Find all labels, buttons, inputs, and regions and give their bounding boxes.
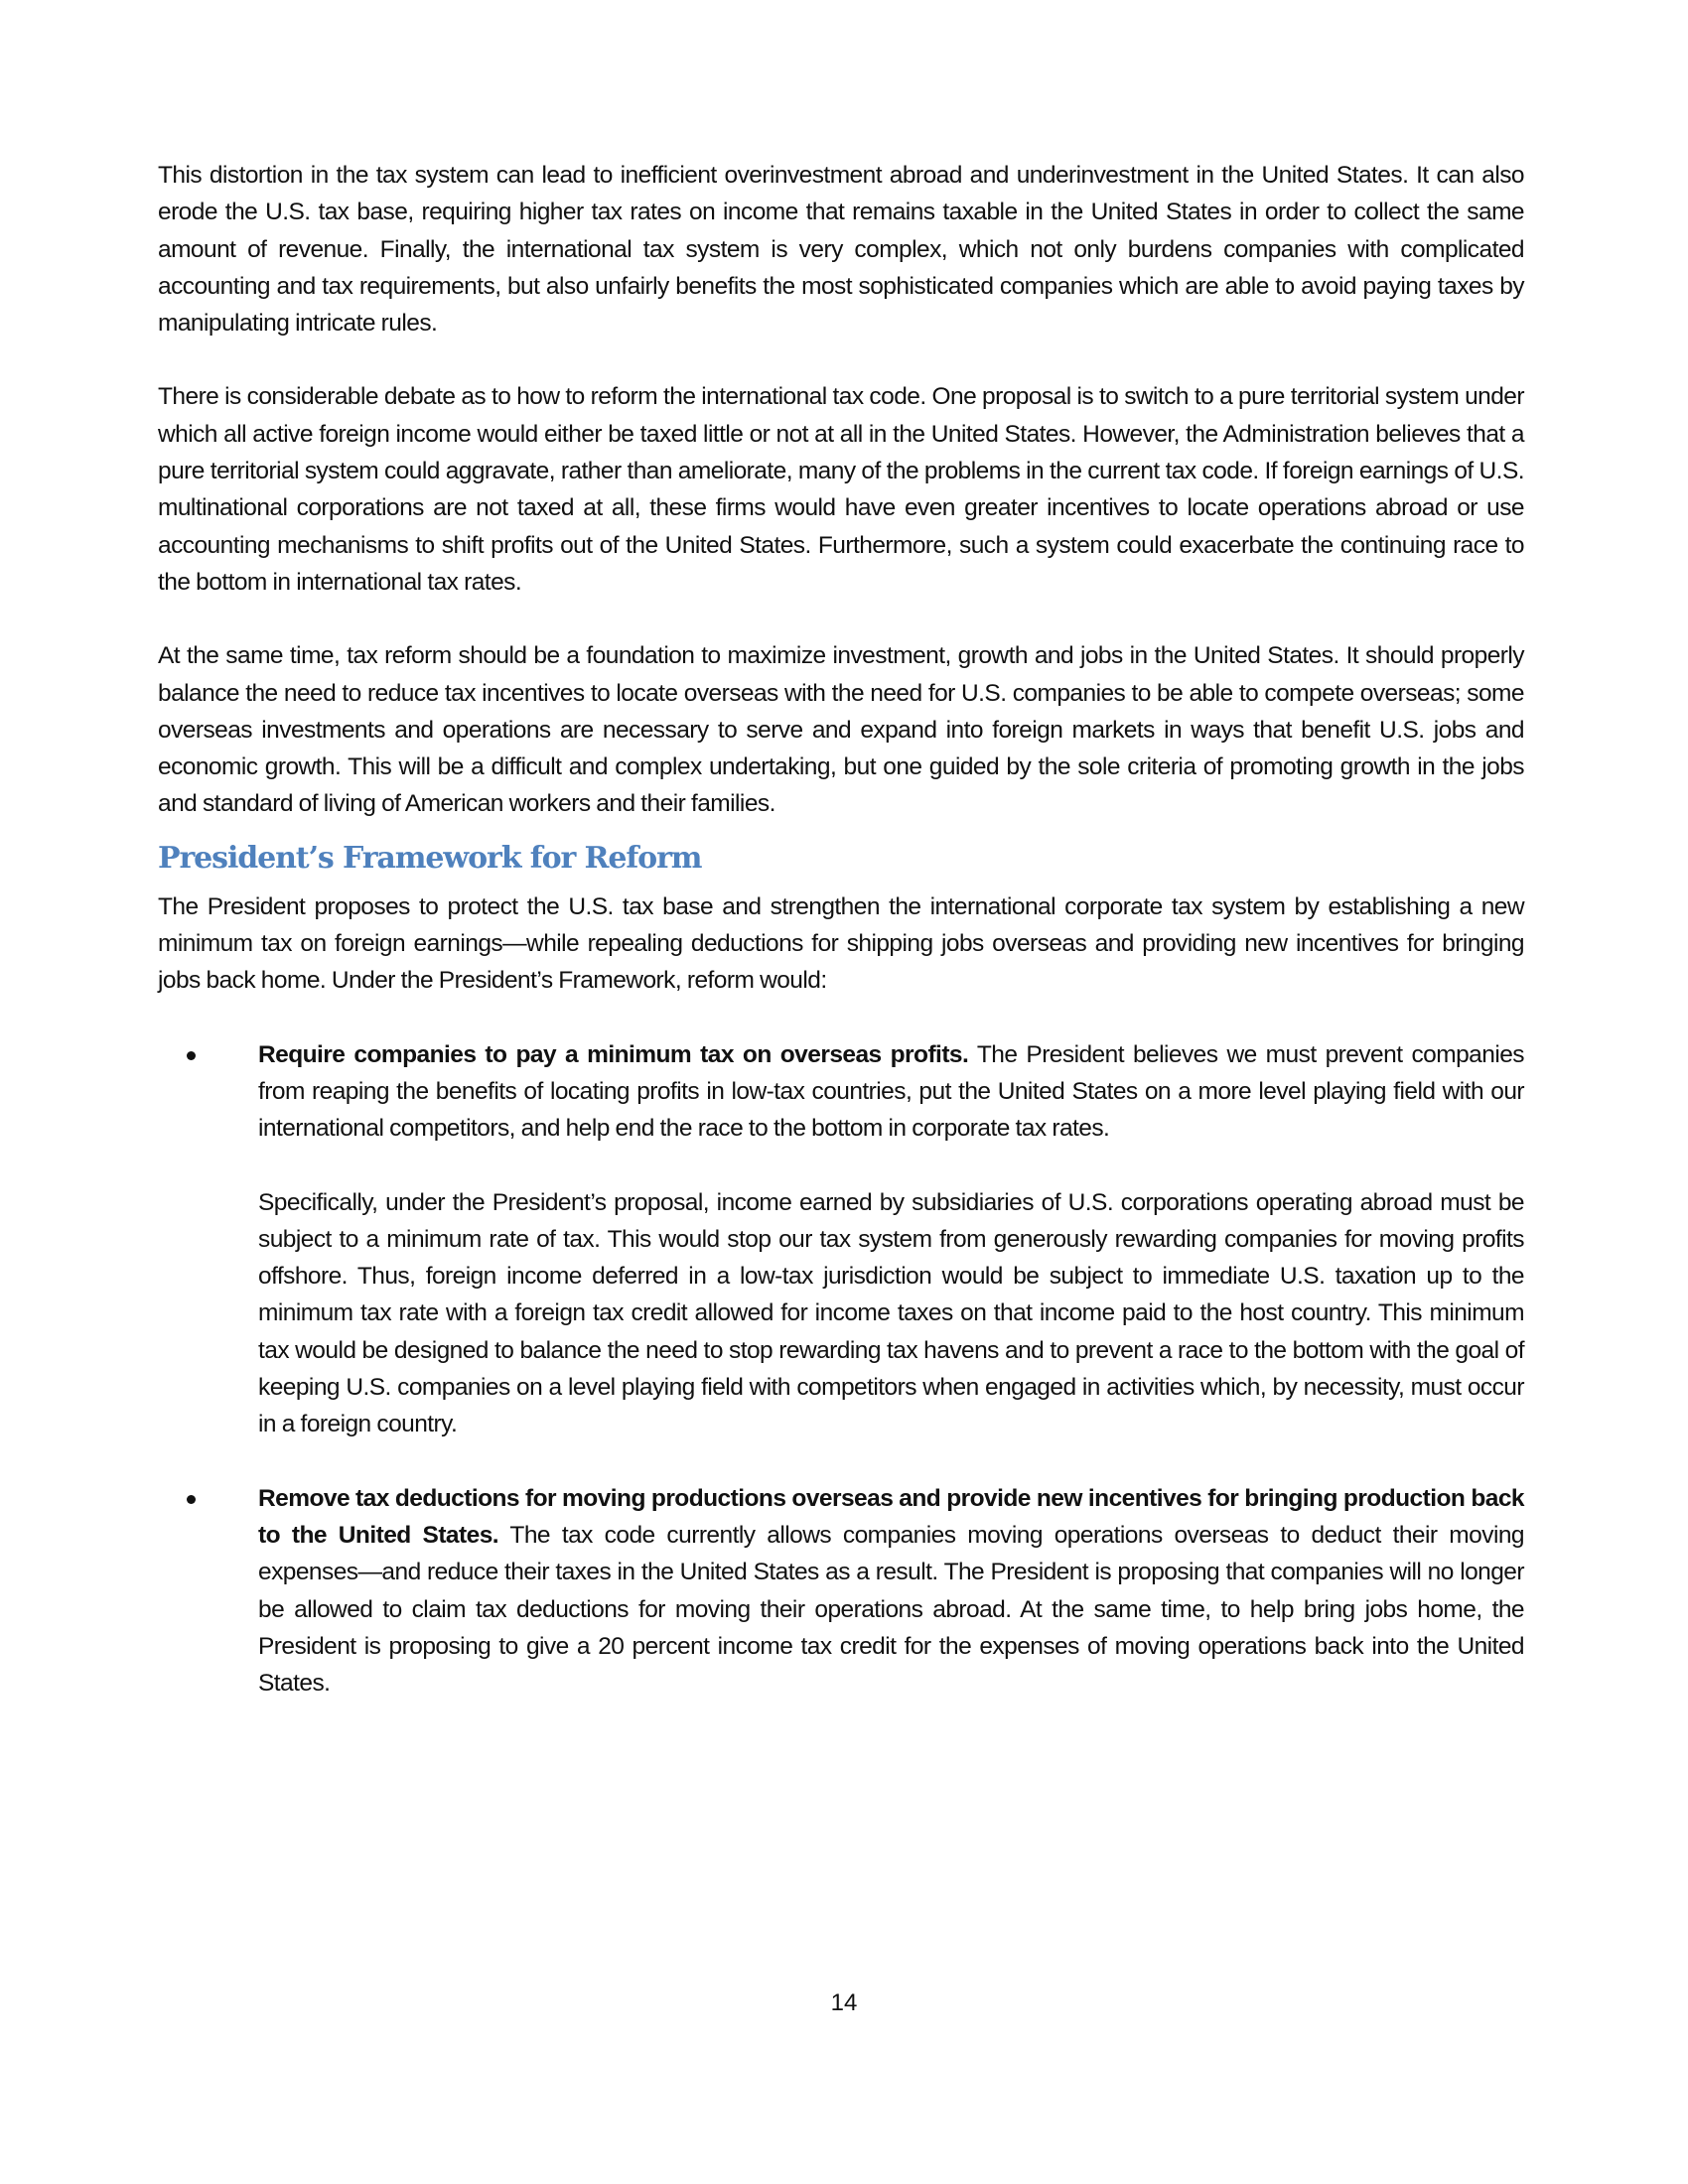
- body-paragraph: At the same time, tax reform should be a foundation to maximize investment, growth and jobs in the United States. It should properly balance the need to reduce tax incentives to locate overseas with the need for U.S. companies to be able to compete overseas; some overseas investments and operations are necessary to serve and expand into foreign markets in ways that benefit U.S. jobs and economic growth. This will be a difficult and complex undertaking, but one guided by the sole criteria of promoting growth in the jobs and standard of living of American workers and their families.: [158, 642, 1524, 818]
- bullet-lead: Require companies to pay a minimum tax on overseas profits.: [258, 1040, 969, 1068]
- bullet-text: The President believes we must prevent companies from reaping the benefits of locating profits in low-tax countries, put the United States on a more level playing field with our international competitors, and help end the race to the bottom in corporate tax rates.: [258, 1040, 1524, 1143]
- document-page: [158, 157, 1524, 1738]
- body-paragraph: There is considerable debate as to how to reform the international tax code. One proposal is to switch to a pure territorial system under which all active foreign income would either be taxed little or not at all in the United States. However, the Administration believes that a pure territorial system could aggravate, rather than ameliorate, many of the problems in the current tax code. If foreign earnings of U.S. multinational corporations are not taxed at all, these firms would have even greater incentives to locate operations abroad or use accounting mechanisms to shift profits out of the United States. Furthermore, such a system could exacerbate the continuing race to the bottom in international tax rates.: [158, 383, 1524, 596]
- bullet-lead: Remove tax deductions for moving productions overseas and provide new incentives for bringing production back to the United States.: [258, 1484, 1524, 1549]
- body-paragraph: This distortion in the tax system can lead to inefficient overinvestment abroad and underinvestment in the United States. It can also erode the U.S. tax base, requiring higher tax rates on income that remains taxable in the United States in order to collect the same amount of revenue. Finally, the international tax system is very complex, which not only burdens companies with complicated accounting and tax requirements, but also unfairly benefits the most sophisticated companies which are able to avoid paying taxes by manipulating intricate rules.: [158, 162, 1524, 338]
- section-heading: President’s Framework for Reform: [158, 840, 702, 876]
- bullet-dot-icon: [187, 1051, 196, 1060]
- bullet-followup-paragraph: Specifically, under the President’s proposal, income earned by subsidiaries of U.S. corporations operating abroad must be subject to a minimum rate of tax. This would stop our tax system from generously rewarding companies for moving profits offshore. Thus, foreign income deferred in a low-tax jurisdiction would be subject to immediate U.S. taxation up to the minimum tax rate with a foreign tax credit allowed for income taxes on that income paid to the host country. This minimum tax would be designed to balance the need to stop rewarding tax havens and to prevent a race to the bottom with the goal of keeping U.S. companies on a level playing field with competitors when engaged in activities which, by necessity, must occur in a foreign country.: [258, 1188, 1524, 1438]
- bullet-dot-icon: [187, 1495, 196, 1504]
- bullet-paragraph: [258, 1480, 1524, 1703]
- bullet-paragraph: [258, 1036, 1524, 1148]
- bullet-list: [158, 1036, 1524, 1703]
- bullet-item: [158, 1480, 1524, 1703]
- section-intro: The President proposes to protect the U.S. tax base and strengthen the international corporate tax system by establishing a new minimum tax on foreign earnings—while repealing deductions for shipping jobs overseas and providing new incentives for bringing jobs back home. Under the President’s Framework, reform would:: [158, 892, 1524, 995]
- bullet-text: The tax code currently allows companies moving operations overseas to deduct their moving expenses—and reduce their taxes in the United States as a result. The President is proposing that companies will no longer be allowed to claim tax deductions for moving their operations abroad. At the same time, to help bring jobs home, the President is proposing to give a 20 percent income tax credit for the expenses of moving operations back into the United States.: [258, 1521, 1524, 1698]
- bullet-item: [158, 1036, 1524, 1443]
- page-number: 14: [830, 1989, 858, 2016]
